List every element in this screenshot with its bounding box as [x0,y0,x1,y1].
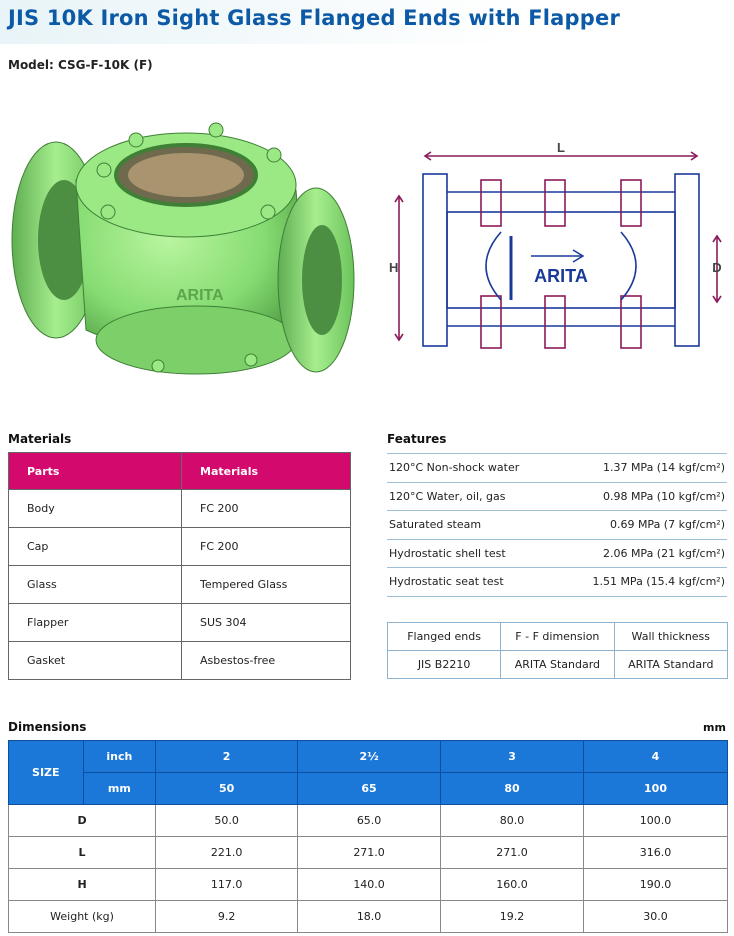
dim-cell: 271.0 [441,837,584,869]
std-value: ARITA Standard [501,651,614,679]
table-row [387,511,727,540]
material-cell: FC 200 [182,490,351,528]
col-materials: Materials [182,453,351,490]
feature-label: Hydrostatic shell test [387,539,556,568]
feature-label: Saturated steam [387,511,556,540]
dim-cell: 50.0 [156,805,298,837]
table-row [9,528,351,566]
dim-row-label: Weight (kg) [9,901,156,933]
table-row [387,482,727,511]
dim-cell: 221.0 [156,837,298,869]
product-photo [6,110,366,390]
cast-brand-text: ARITA [176,287,224,304]
table-row [9,566,351,604]
table-row [9,837,728,869]
dim-cell: 160.0 [441,869,584,901]
part-cell: Body [9,490,182,528]
dimensions-heading: Dimensions [8,720,87,734]
mm-size: 65 [298,773,441,805]
dim-D-label: D [712,260,722,275]
dim-cell: 65.0 [298,805,441,837]
mm-size: 80 [441,773,584,805]
model-number: Model: CSG-F-10K (F) [8,58,153,72]
table-row [9,642,351,680]
table-row [9,901,728,933]
std-value: JIS B2210 [388,651,501,679]
table-row [387,454,727,483]
dim-cell: 18.0 [298,901,441,933]
table-row [9,805,728,837]
table-row [9,604,351,642]
size-label: SIZE [9,741,84,805]
dim-cell: 117.0 [156,869,298,901]
dim-row-label: D [9,805,156,837]
material-cell: Tempered Glass [182,566,351,604]
dim-L-label: L [557,140,565,155]
material-cell: SUS 304 [182,604,351,642]
feature-label: 120°C Non-shock water [387,454,556,483]
materials-heading: Materials [8,432,72,446]
features-heading: Features [387,432,447,446]
standards-table [387,622,728,679]
title-bar [0,0,734,44]
dim-cell: 9.2 [156,901,298,933]
dim-cell: 271.0 [298,837,441,869]
std-header: Flanged ends [388,623,501,651]
technical-drawing [385,140,730,362]
part-cell: Glass [9,566,182,604]
feature-label: Hydrostatic seat test [387,568,556,597]
feature-value: 0.69 MPa (7 kgf/cm²) [556,511,727,540]
mm-size: 100 [584,773,728,805]
table-row [9,490,351,528]
dim-row-label: H [9,869,156,901]
page-title: JIS 10K Iron Sight Glass Flanged Ends with Flapper [8,6,620,30]
table-row [387,539,727,568]
inch-label: inch [83,741,156,773]
dim-cell: 80.0 [441,805,584,837]
std-header: Wall thickness [614,623,727,651]
inch-size: 4 [584,741,728,773]
std-header: F - F dimension [501,623,614,651]
dimensions-table [8,740,728,933]
features-table [387,453,727,597]
inch-size: 3 [441,741,584,773]
std-value: ARITA Standard [614,651,727,679]
dim-cell: 100.0 [584,805,728,837]
part-cell: Flapper [9,604,182,642]
dim-cell: 19.2 [441,901,584,933]
material-cell: FC 200 [182,528,351,566]
dim-H-label: H [389,260,399,275]
dim-row-label: L [9,837,156,869]
unit-label: mm [703,721,726,734]
feature-value: 1.51 MPa (15.4 kgf/cm²) [556,568,727,597]
feature-value: 1.37 MPa (14 kgf/cm²) [556,454,727,483]
dim-cell: 316.0 [584,837,728,869]
material-cell: Asbestos-free [182,642,351,680]
feature-value: 2.06 MPa (21 kgf/cm²) [556,539,727,568]
part-cell: Cap [9,528,182,566]
mm-size: 50 [156,773,298,805]
dim-cell: 190.0 [584,869,728,901]
col-parts: Parts [9,453,182,490]
mm-label: mm [83,773,156,805]
drawing-brand: ARITA [534,266,588,286]
table-row [9,869,728,901]
dim-cell: 140.0 [298,869,441,901]
part-cell: Gasket [9,642,182,680]
dim-cell: 30.0 [584,901,728,933]
feature-value: 0.98 MPa (10 kgf/cm²) [556,482,727,511]
table-row [387,568,727,597]
feature-label: 120°C Water, oil, gas [387,482,556,511]
inch-size: 2 [156,741,298,773]
inch-size: 2½ [298,741,441,773]
materials-table [8,452,351,680]
